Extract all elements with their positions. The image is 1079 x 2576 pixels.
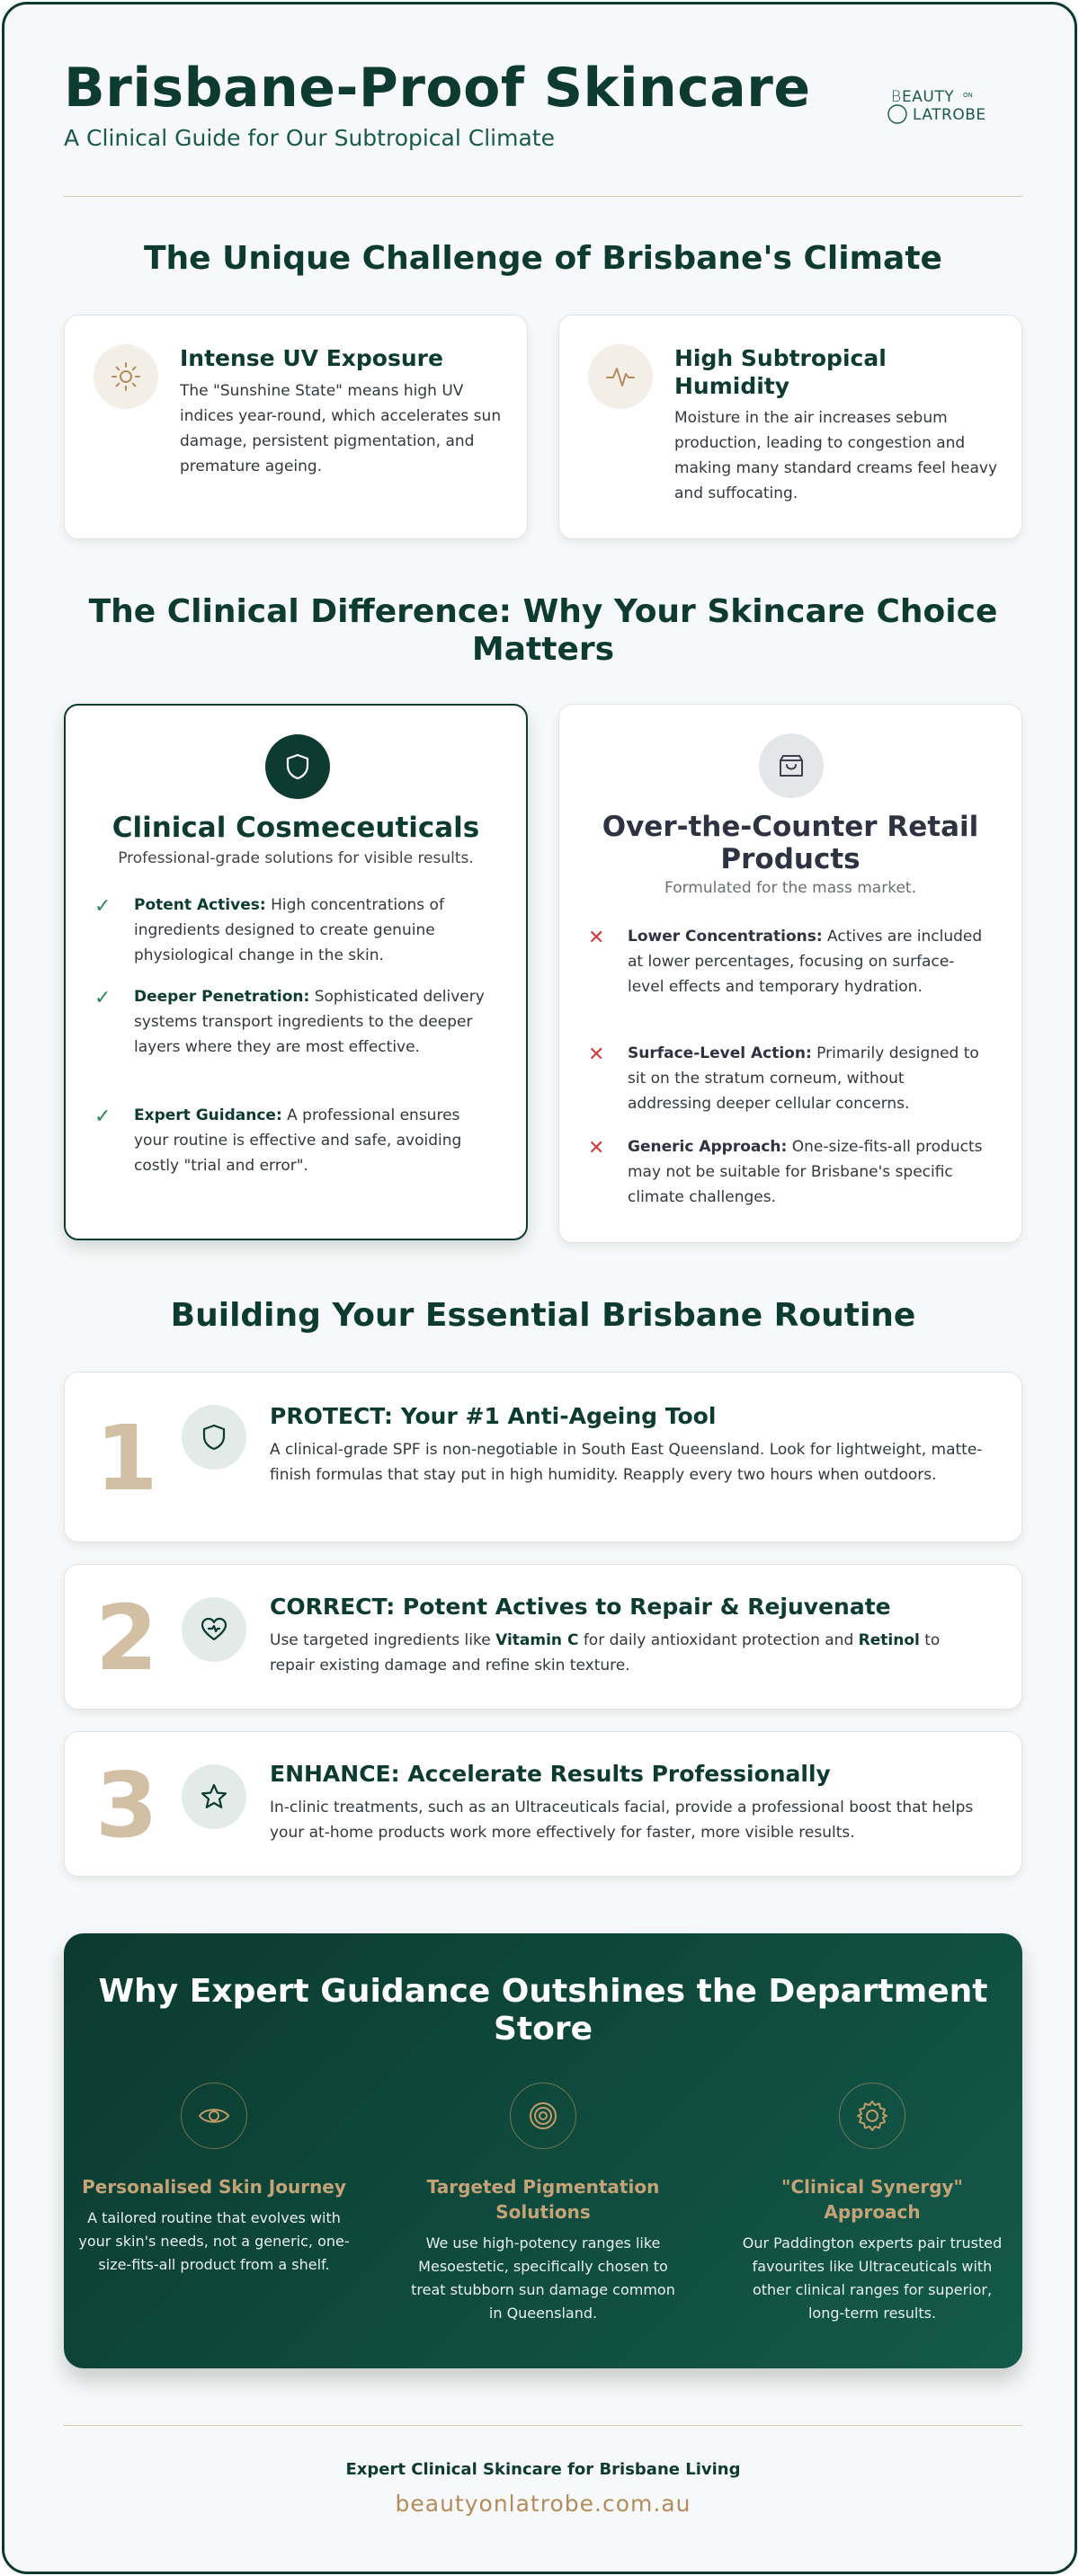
cross-icon: ✕: [588, 1044, 605, 1066]
pulse-icon: [588, 344, 653, 409]
footer-tagline: Expert Clinical Skincare for Brisbane Living: [345, 2460, 741, 2479]
humidity-card-title: High Subtropical Humidity: [674, 345, 887, 399]
step-number: 3: [95, 1753, 158, 1858]
svg-text:B: B: [891, 88, 902, 106]
retail-point: Generic Approach: One-size-fits-all products may not be suitable for Brisbane's specific climate challenges.: [628, 1138, 983, 1206]
expert-column-text: A tailored routine that evolves with your skin's needs, not a generic, one-size-fits-all product from a shelf.: [78, 2209, 350, 2273]
clinical-card: [64, 704, 528, 1240]
expert-column-text: We use high-potency ranges like Mesoestetic, specifically chosen to treat stubborn sun damage common in Queensland.: [411, 2234, 675, 2322]
page-title: Brisbane-Proof Skincare: [64, 57, 811, 120]
clinical-point: Expert Guidance: A professional ensures your routine is effective and safe, avoiding costly "trial and error".: [134, 1106, 462, 1175]
website-link[interactable]: beautyonlatrobe.com.au: [395, 2491, 691, 2517]
expert-column-title: "Clinical Synergy" Approach: [781, 2176, 963, 2223]
comparison-cards: [64, 704, 1022, 1243]
gear-icon: [839, 2083, 905, 2149]
footer: [64, 2425, 1022, 2517]
shopping-bag-icon: [759, 733, 824, 798]
brand-logo: [886, 82, 1021, 127]
star-icon: [182, 1764, 246, 1829]
uv-card-title: Intense UV Exposure: [180, 345, 443, 371]
expert-column-title: Targeted Pigmentation Solutions: [426, 2176, 660, 2223]
svg-text:EAUTY: EAUTY: [902, 88, 955, 106]
svg-text:LATROBE: LATROBE: [913, 106, 986, 124]
retail-tagline: Formulated for the mass market.: [664, 879, 916, 897]
shield-icon: [265, 734, 330, 799]
uv-card-text: The "Sunshine State" means high UV indices year-round, which accelerates sun damage, persistent pigmentation, and premature ageing.: [180, 382, 502, 475]
clinical-point: Potent Actives: High concentrations of ingredients designed to create genuine physiological change in the skin.: [134, 896, 444, 964]
humidity-card: [558, 315, 1022, 539]
sun-icon: [94, 344, 158, 409]
eye-icon: [181, 2083, 247, 2149]
page-subtitle: A Clinical Guide for Our Subtropical Climate: [64, 125, 555, 151]
cross-icon: ✕: [588, 1137, 605, 1159]
retail-card: [558, 704, 1022, 1243]
expert-column-synergy: [733, 2083, 1012, 2325]
step-title: PROTECT: Your #1 Anti-Ageing Tool: [270, 1403, 717, 1429]
routine-section-title: Building Your Essential Brisbane Routine: [170, 1297, 916, 1334]
retail-card-title: Over-the-Counter Retail Products: [602, 811, 979, 875]
check-icon: ✓: [94, 895, 111, 918]
clinical-card-title: Clinical Cosmeceuticals: [111, 812, 480, 844]
expert-guidance-panel: [64, 1933, 1022, 2368]
climate-cards: [64, 315, 1022, 539]
retail-point: Lower Concentrations: Actives are included at lower percentages, focusing on surface-level effects and temporary hydration.: [628, 928, 983, 996]
expert-column-title: Personalised Skin Journey: [82, 2176, 346, 2198]
step-text: A clinical-grade SPF is non-negotiable in South East Queensland. Look for lightweight, matte-finish formulas that stay put in high humidity. Reapply every two hours when outdoors.: [270, 1441, 983, 1484]
heart-icon: [182, 1597, 246, 1662]
expert-column-personalised: [75, 2083, 353, 2277]
climate-section-title: The Unique Challenge of Brisbane's Climate: [144, 240, 942, 277]
expert-column-pigmentation: [404, 2083, 682, 2325]
target-icon: [510, 2083, 576, 2149]
routine-step-protect: [64, 1372, 1022, 1542]
clinical-point: Deeper Penetration: Sophisticated delivery systems transport ingredients to the deeper layers where they are most effective.: [134, 988, 485, 1056]
shield-icon: [182, 1405, 246, 1470]
step-title: ENHANCE: Accelerate Results Professionally: [270, 1761, 831, 1787]
uv-exposure-card: [64, 315, 528, 539]
step-number: 2: [95, 1586, 158, 1691]
clinical-tagline: Professional-grade solutions for visible results.: [118, 849, 474, 867]
humidity-card-text: Moisture in the air increases sebum production, leading to congestion and making many standard creams feel heavy and suffocating.: [674, 409, 998, 502]
step-text: Use targeted ingredients like Vitamin C for daily antioxidant protection and Retinol to repair existing damage and refine skin texture.: [270, 1631, 941, 1674]
header: [64, 4, 1022, 197]
step-title: CORRECT: Potent Actives to Repair & Rejuvenate: [270, 1594, 891, 1620]
content-wrapper: [64, 4, 1022, 2517]
check-icon: ✓: [94, 1106, 111, 1128]
step-number: 1: [95, 1406, 158, 1511]
cross-icon: ✕: [588, 927, 605, 949]
retail-point: Surface-Level Action: Primarily designed to sit on the stratum corneum, without addressing deeper cellular concerns.: [628, 1044, 979, 1113]
svg-text:ON: ON: [963, 92, 973, 99]
routine-step-enhance: [64, 1731, 1022, 1877]
step-text: In-clinic treatments, such as an Ultraceuticals facial, provide a professional boost that helps your at-home products work more effectively for faster, more visible results.: [270, 1799, 974, 1842]
expert-section-title: Why Expert Guidance Outshines the Department Store: [98, 1973, 988, 2047]
expert-column-text: Our Paddington experts pair trusted favourites like Ultraceuticals with other clinical ranges for superior, long-term results.: [742, 2234, 1003, 2322]
routine-step-correct: [64, 1564, 1022, 1710]
infographic-frame: [2, 2, 1077, 2574]
comparison-section-title: The Clinical Difference: Why Your Skincare Choice Matters: [88, 593, 998, 668]
check-icon: ✓: [94, 987, 111, 1009]
